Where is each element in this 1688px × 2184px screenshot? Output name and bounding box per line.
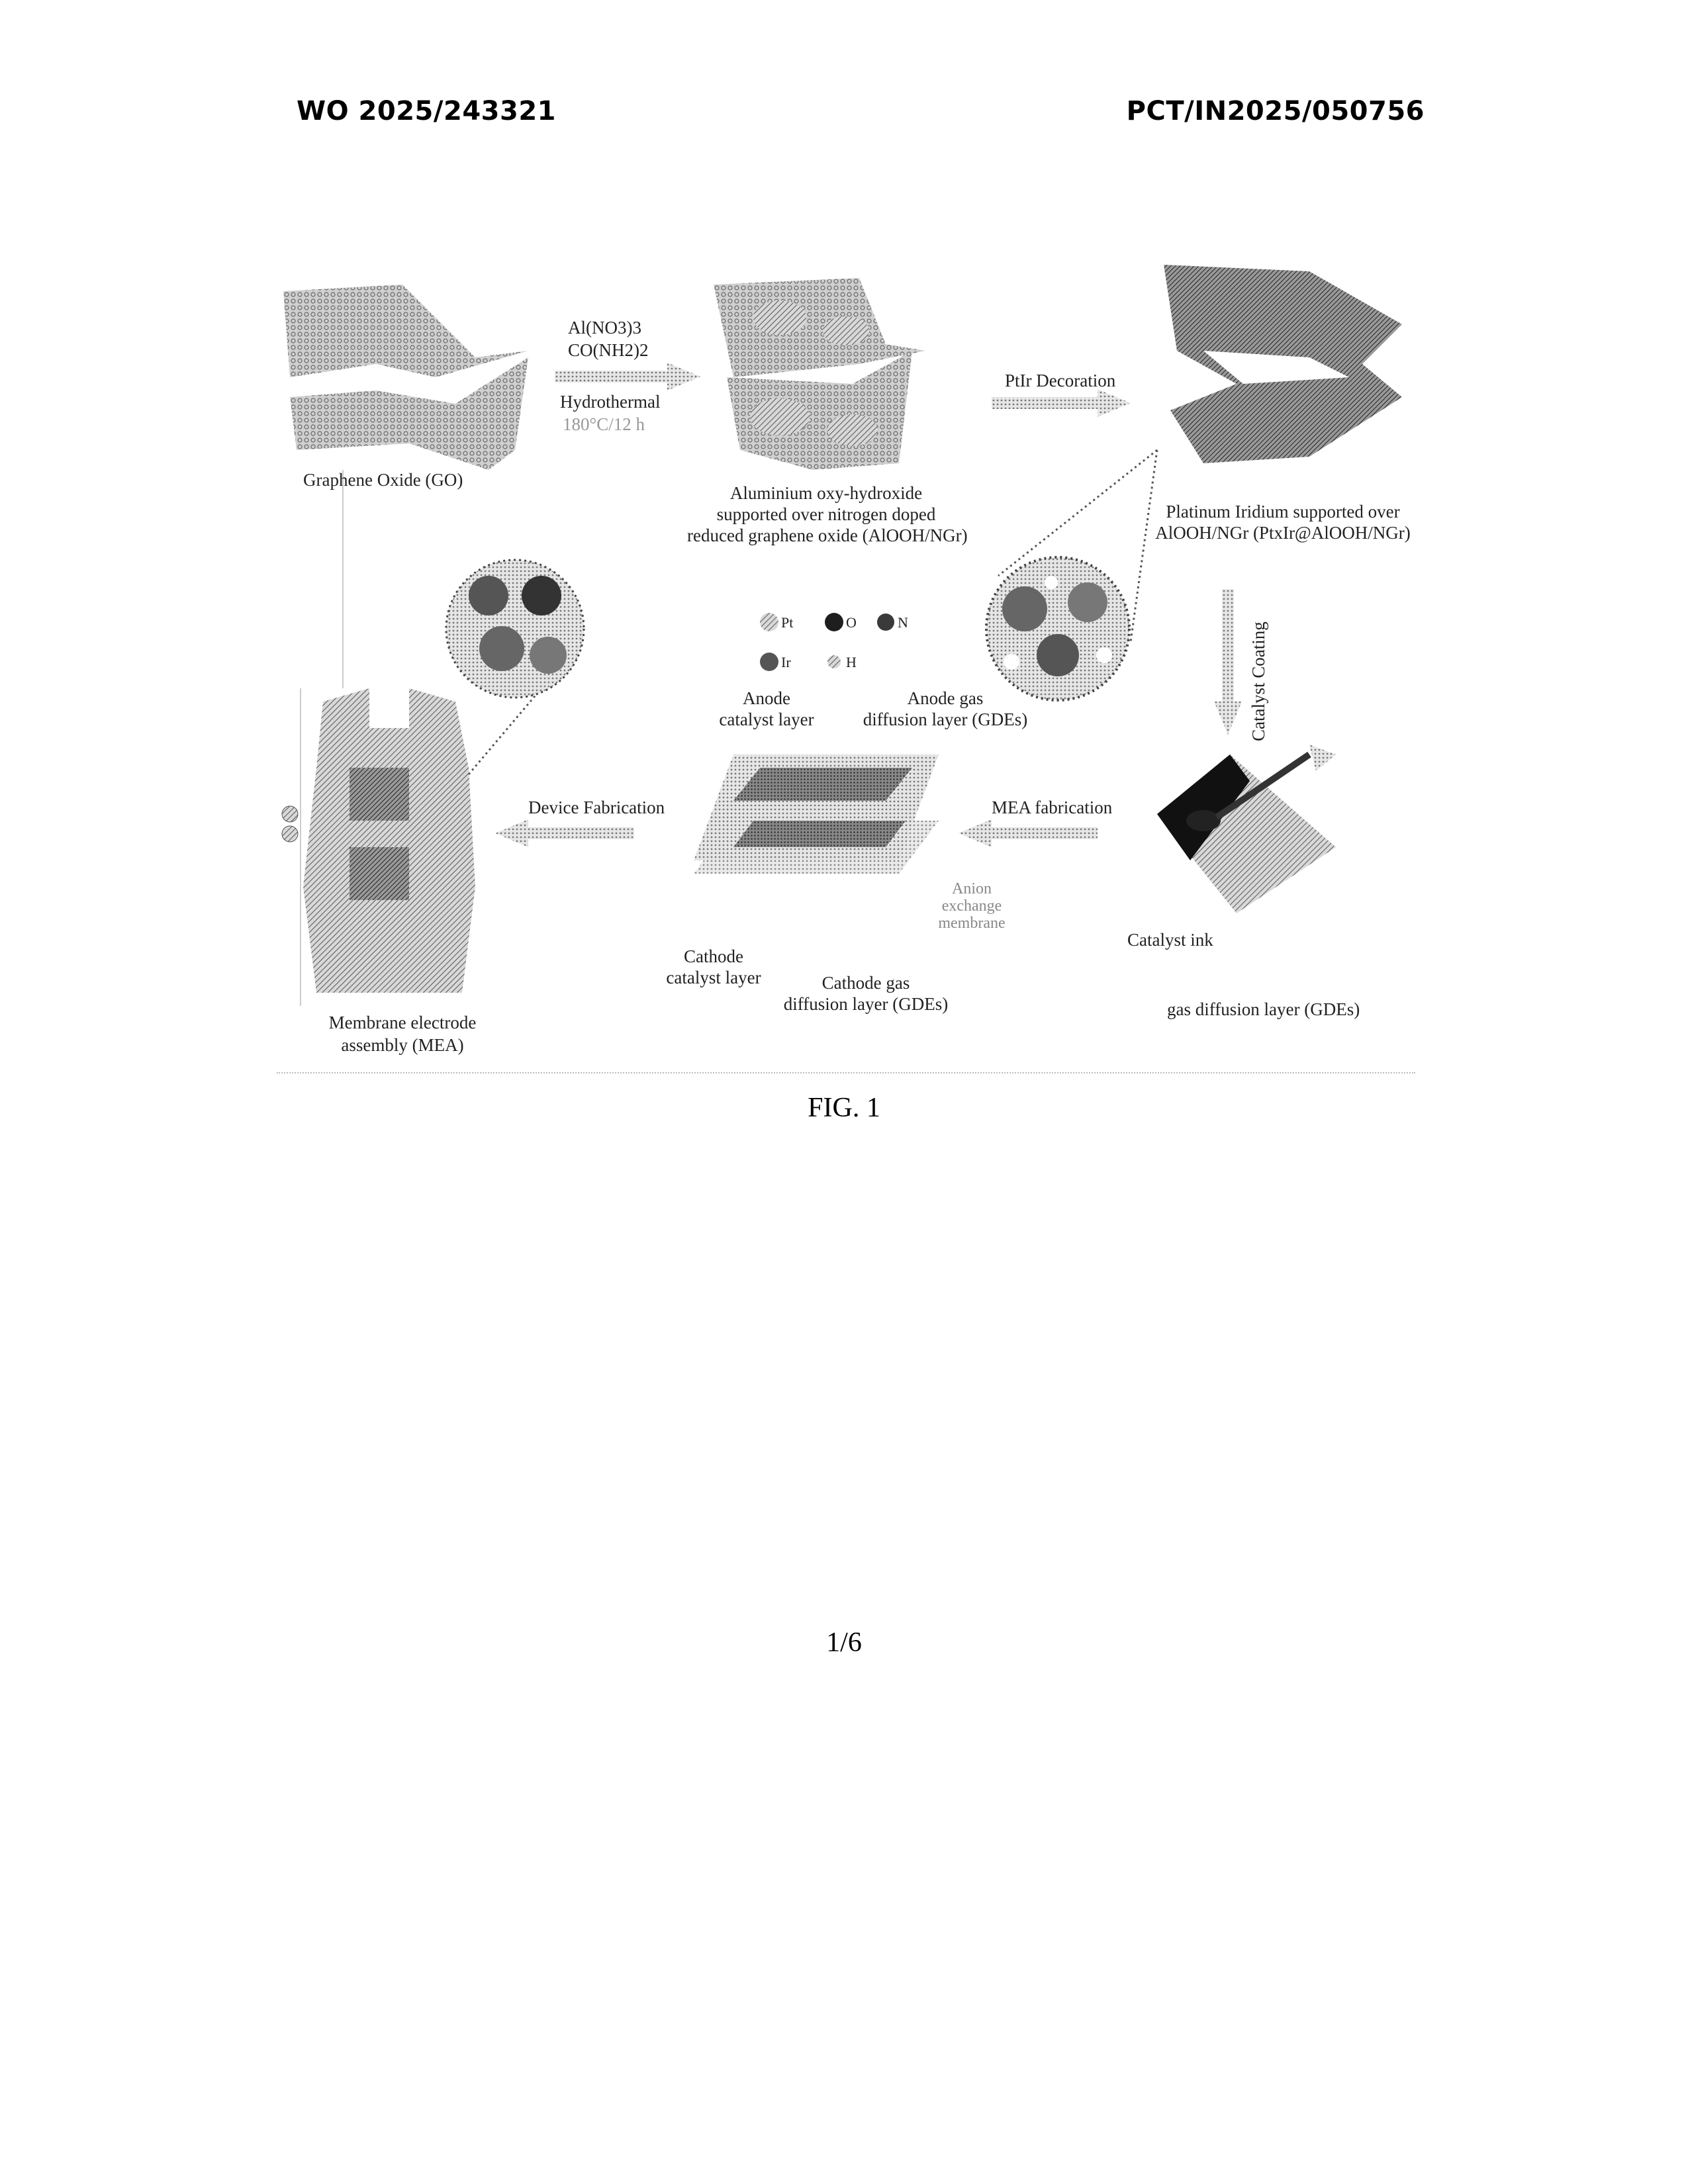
label-device-fabrication: Device Fabrication — [528, 797, 665, 817]
ptir-decoration-arrow — [992, 389, 1131, 417]
label-gas-diffusion-layer: gas diffusion layer (GDEs) — [1167, 999, 1360, 1019]
legend-label-pt: Pt — [781, 614, 794, 631]
electrolyzer-device-illustration — [282, 470, 584, 1006]
label-mea-fabrication: MEA fabrication — [992, 797, 1113, 817]
label-catalyst-coating: Catalyst Coating — [1248, 621, 1268, 741]
label-alooh-1: Aluminium oxy-hydroxide — [729, 483, 923, 503]
figure-1-diagram — [277, 251, 1415, 1085]
label-hydrothermal-condition: 180°C/12 h — [563, 414, 645, 434]
label-anode-gas-2: diffusion layer (GDEs) — [863, 709, 1028, 729]
device-fabrication-arrow — [495, 819, 634, 847]
label-membrane-1: Anion — [952, 880, 992, 897]
label-anode-catalyst-1: Anode — [743, 688, 790, 708]
page-number: 1/6 — [826, 1627, 862, 1658]
figure-bottom-border — [277, 1072, 1415, 1073]
label-ptir-1: Platinum Iridium supported over — [1166, 502, 1400, 522]
graphene-oxide-illustration — [283, 285, 528, 470]
application-number: PCT/IN2025/050756 — [1126, 96, 1425, 126]
gde-catalyst-ink-illustration — [1157, 745, 1336, 913]
label-mea-2: assembly (MEA) — [341, 1035, 464, 1055]
label-ptir-decoration: PtIr Decoration — [1005, 371, 1116, 390]
label-graphene-oxide: Graphene Oxide (GO) — [303, 470, 463, 490]
label-mea-1: Membrane electrode — [328, 1013, 477, 1032]
ptir-alooh-ngr-illustration — [1164, 265, 1402, 463]
figure-caption: FIG. 1 — [808, 1093, 880, 1123]
publication-number: WO 2025/243321 — [297, 96, 556, 126]
label-anode-catalyst-2: catalyst layer — [719, 709, 814, 729]
legend-label-o: O — [846, 614, 857, 631]
label-catalyst-ink: Catalyst ink — [1127, 930, 1213, 950]
catalyst-coating-arrow — [1214, 589, 1242, 735]
atom-legend — [760, 613, 894, 671]
catalyst-atomic-zoom — [986, 450, 1157, 700]
label-alooh-3: reduced graphene oxide (AlOOH/NGr) — [687, 525, 968, 545]
legend-label-ir: Ir — [781, 654, 791, 670]
label-cathode-catalyst-1: Cathode — [684, 946, 743, 966]
label-hydrothermal: Hydrothermal — [560, 392, 661, 412]
legend-label-h: H — [846, 654, 857, 670]
label-cathode-gas-1: Cathode gas — [821, 973, 910, 993]
label-reagent-2: CO(NH2)2 — [568, 340, 649, 360]
label-ptir-2: AlOOH/NGr (PtxIr@AlOOH/NGr) — [1155, 523, 1411, 543]
label-membrane-2: exchange — [941, 897, 1002, 915]
label-anode-gas-1: Anode gas — [907, 688, 984, 708]
label-membrane-3: membrane — [938, 915, 1006, 932]
hydrothermal-arrow — [555, 363, 700, 390]
label-cathode-catalyst-2: catalyst layer — [666, 968, 761, 987]
label-reagent-1: Al(NO3)3 — [568, 318, 641, 338]
mea-fabrication-arrow — [959, 819, 1098, 847]
legend-label-n: N — [898, 614, 908, 631]
label-alooh-2: supported over nitrogen doped — [716, 504, 936, 524]
mea-stack-illustration — [694, 754, 939, 874]
label-cathode-gas-2: diffusion layer (GDEs) — [783, 994, 949, 1014]
alooh-ngr-illustration — [714, 278, 925, 470]
